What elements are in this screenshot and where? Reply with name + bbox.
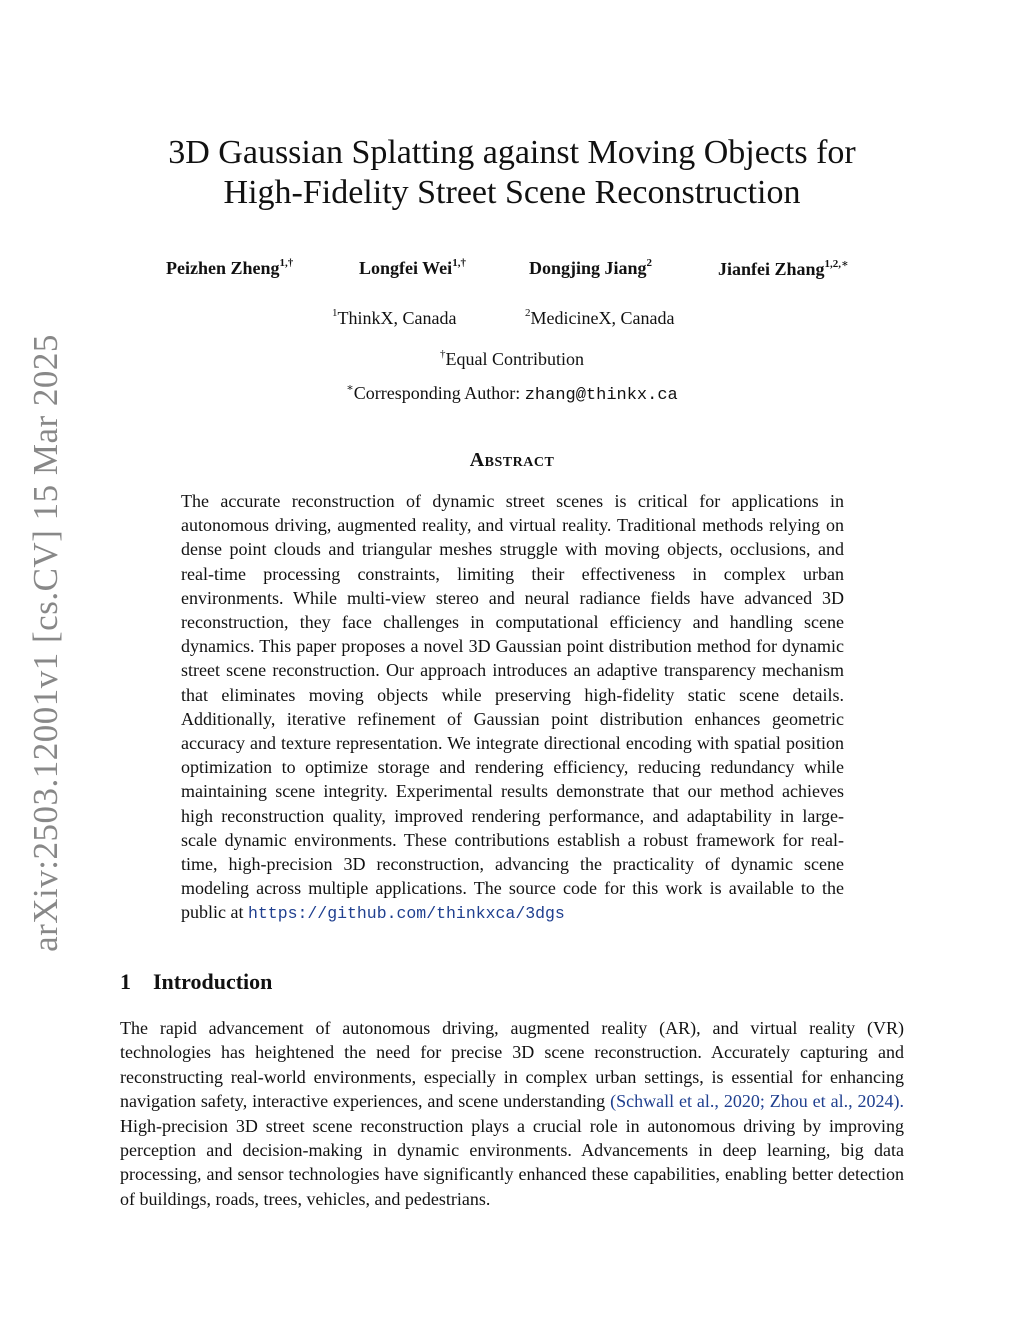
section-title: Introduction <box>153 969 273 994</box>
affiliation-marker: 2 <box>525 307 531 319</box>
citation-link[interactable]: (Schwall et al., 2020; Zhou et al., 2024). <box>610 1091 905 1112</box>
code-repository-link[interactable]: https://github.com/thinkxca/3dgs <box>247 904 565 924</box>
intro-text-before: The rapid advancement of autonomous driving, augmented reality (AR), and virtual reality (VR) technologies has heightened the need for precise 3D scene reconstruction. Accurately capturing and reconstructing real-world environments, especially in complex urban settings, is essential for enhancing navigation safety, interactive experiences, and scene understanding <box>120 1018 904 1112</box>
equal-contribution-marker: † <box>440 348 446 360</box>
section-heading-introduction <box>120 969 272 995</box>
author-name: Longfei Wei <box>359 258 453 278</box>
corresponding-email[interactable]: zhang@thinkx.ca <box>524 386 678 405</box>
abstract-heading: Abstract <box>469 449 555 471</box>
affiliation-name: ThinkX, Canada <box>337 308 457 328</box>
affiliation-marker: 1 <box>332 307 338 319</box>
paper-title-line-2: High-Fidelity Street Scene Reconstruction <box>223 174 801 211</box>
author-name: Peizhen Zheng <box>166 258 280 278</box>
author-4 <box>718 258 849 280</box>
arxiv-side-stamp: arXiv:2503.12001v1 [cs.CV] 15 Mar 2025 <box>26 334 65 952</box>
author-2 <box>359 258 466 279</box>
affiliation-name: MedicineX, Canada <box>530 308 675 328</box>
abstract-text: The accurate reconstruction of dynamic street scenes is critical for applications in autonomous driving, augmented reality, and virtual reality. Traditional methods relying on dense point clouds and triangular meshes struggle with moving objects, occlusions, and real-time processing constraints, limiting their effectiveness in complex urban environments. While multi-view stereo and neural radiance fields have advanced 3D reconstruction, they face challenges in computational efficiency and handling scene dynamics. This paper proposes a novel 3D Gaussian point distribution method for dynamic street scene reconstruction. Our approach introduces an adaptive transparency mechanism that eliminates moving objects while preserving high-fidelity static scene details. Additionally, iterative refinement of Gaussian point distribution enhances geometric accuracy and texture representation. We integrate directional encoding with spatial position optimization to optimize storage and rendering efficiency, reducing redundancy while maintaining scene integrity. Experimental results demonstrate that our method achieves high reconstruction quality, improved rendering performance, and adaptability in large-scale dynamic environments. These contributions establish a robust framework for real-time, high-precision 3D reconstruction, advancing the practicality of dynamic scene modeling across multiple applications. The source code for this work is available to the public at <box>181 491 844 923</box>
author-marker: 1,† <box>279 257 294 269</box>
author-marker: 1,† <box>452 257 466 269</box>
equal-contribution-note <box>0 349 1024 370</box>
corresponding-label: Corresponding Author: <box>353 383 525 403</box>
corresponding-marker: ∗ <box>346 382 354 394</box>
intro-text-after: High-precision 3D street scene reconstruction plays a crucial role in autonomous driving by improving perception and decision-making in dynamic environments. Advancements in deep learning, big data processing, and sensor technologies have significantly enhanced these capabilities, enabling better detection of buildings, roads, trees, vehicles, and pedestrians. <box>120 1115 904 1209</box>
author-name: Dongjing Jiang <box>529 258 647 278</box>
author-1 <box>166 258 293 279</box>
section-number: 1 <box>120 969 131 994</box>
abstract-body <box>181 489 844 927</box>
affiliation-1 <box>332 308 456 329</box>
affiliation-2 <box>525 308 674 329</box>
introduction-paragraph <box>120 1016 904 1211</box>
author-name: Jianfei Zhang <box>718 259 825 279</box>
author-marker: 2 <box>646 257 653 269</box>
corresponding-author-note <box>0 382 1024 405</box>
author-list <box>0 258 1024 284</box>
author-marker: 1,2,∗ <box>824 258 849 270</box>
paper-title-line-1: 3D Gaussian Splatting against Moving Objects for <box>168 134 856 171</box>
equal-contribution-text: Equal Contribution <box>445 349 584 369</box>
author-3 <box>529 258 652 279</box>
paper-title <box>0 133 1024 213</box>
